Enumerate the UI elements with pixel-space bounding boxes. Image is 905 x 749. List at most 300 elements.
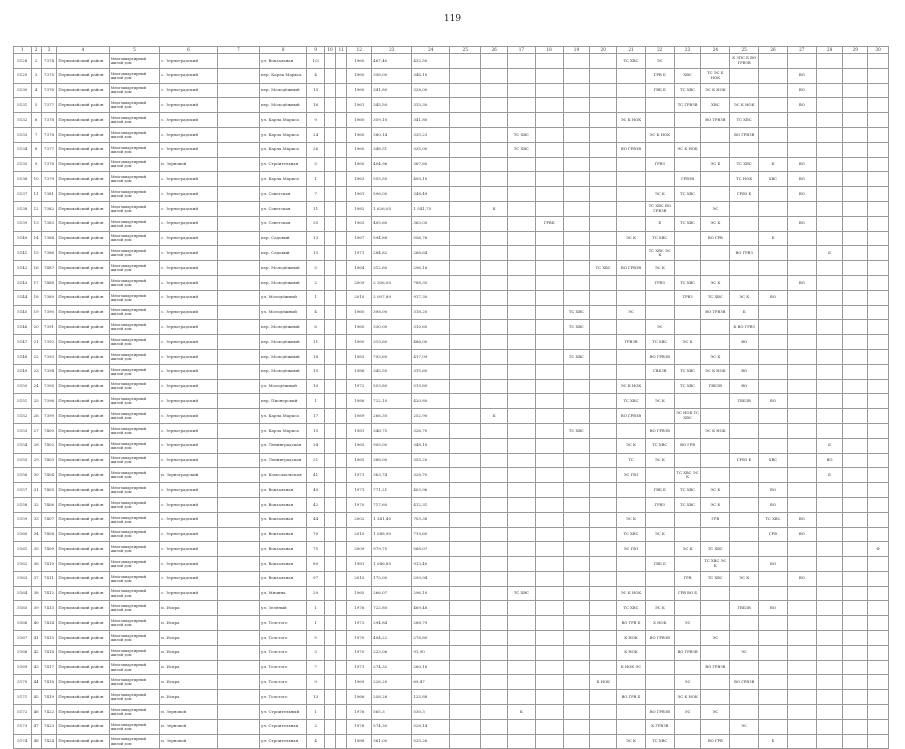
table-cell bbox=[759, 335, 788, 350]
table-cell: 2 007,80 bbox=[372, 290, 412, 305]
table-cell bbox=[535, 483, 563, 498]
table-cell: ЭС К bbox=[730, 571, 759, 586]
table-cell: Многоквартирный жилой дом bbox=[109, 290, 159, 305]
table-cell: ВО bbox=[759, 483, 788, 498]
table-cell bbox=[759, 98, 788, 113]
table-cell bbox=[336, 83, 347, 98]
table-cell bbox=[336, 157, 347, 172]
table-cell: ВО ГРВЗВ bbox=[701, 305, 730, 320]
table-row bbox=[14, 275, 889, 290]
table-cell: Первомайский район bbox=[57, 364, 110, 379]
table-cell: Многоквартирный жилой дом bbox=[109, 468, 159, 483]
table-cell: 1 341,40 bbox=[372, 512, 412, 527]
table-cell bbox=[816, 187, 843, 202]
table-cell bbox=[324, 98, 335, 113]
table-cell: 1971 bbox=[347, 483, 372, 498]
table-cell: с. Зерноградский bbox=[160, 113, 218, 128]
table-cell: ВО bbox=[787, 275, 816, 290]
table-cell bbox=[868, 172, 889, 187]
table-cell bbox=[843, 305, 868, 320]
table-cell bbox=[563, 142, 590, 157]
table-cell bbox=[481, 364, 508, 379]
table-cell bbox=[336, 349, 347, 364]
table-cell bbox=[674, 231, 701, 246]
table-cell bbox=[508, 468, 536, 483]
table-cell bbox=[217, 157, 259, 172]
table-cell: ГРВЗ bbox=[645, 157, 674, 172]
table-cell bbox=[868, 705, 889, 720]
table-cell: 13 bbox=[307, 231, 325, 246]
table-cell bbox=[674, 734, 701, 749]
table-cell bbox=[868, 409, 889, 424]
table-cell bbox=[816, 305, 843, 320]
table-cell: 345,50 bbox=[372, 98, 412, 113]
table-cell bbox=[217, 675, 259, 690]
table-cell bbox=[336, 734, 347, 749]
table-cell: Б bbox=[816, 468, 843, 483]
table-cell bbox=[843, 98, 868, 113]
table-cell: Многоквартирный жилой дом bbox=[109, 54, 159, 69]
table-cell: 4 bbox=[307, 68, 325, 83]
column-header: 25 bbox=[730, 47, 759, 54]
table-cell: ТС ХВС bbox=[645, 734, 674, 749]
table-cell: 43 bbox=[31, 660, 41, 675]
table-cell: ЭС К bbox=[645, 187, 674, 202]
table-cell bbox=[645, 142, 674, 157]
table-cell bbox=[617, 364, 646, 379]
table-cell bbox=[617, 172, 646, 187]
table-cell: Многоквартирный жилой дом bbox=[109, 113, 159, 128]
table-cell bbox=[787, 231, 816, 246]
table-cell: ВО ГРВЗВ bbox=[617, 409, 646, 424]
table-cell bbox=[324, 586, 335, 601]
table-cell bbox=[787, 54, 816, 69]
table-cell: 2 bbox=[307, 719, 325, 734]
table-cell bbox=[324, 231, 335, 246]
table-cell bbox=[535, 734, 563, 749]
table-cell: ВО ГРВЗ bbox=[730, 246, 759, 261]
table-cell: Первомайский район bbox=[57, 527, 110, 542]
table-cell bbox=[508, 68, 536, 83]
table-cell bbox=[816, 527, 843, 542]
table-cell bbox=[590, 734, 617, 749]
table-cell bbox=[816, 601, 843, 616]
table-cell: Первомайский район bbox=[57, 483, 110, 498]
table-cell bbox=[617, 349, 646, 364]
table-cell: ГРВ bbox=[759, 527, 788, 542]
table-cell: с. Зерноградский bbox=[160, 571, 218, 586]
table-cell: 125,88 bbox=[412, 690, 450, 705]
table-cell bbox=[535, 409, 563, 424]
table-cell bbox=[843, 379, 868, 394]
table-cell: 7412 bbox=[41, 586, 56, 601]
table-cell bbox=[450, 187, 481, 202]
table-cell: пер. Молодёжный bbox=[260, 349, 307, 364]
table-cell: 5130 bbox=[14, 83, 32, 98]
table-cell bbox=[759, 261, 788, 276]
table-cell bbox=[701, 527, 730, 542]
table-cell bbox=[674, 261, 701, 276]
table-cell: 24 bbox=[31, 379, 41, 394]
table-row bbox=[14, 187, 889, 202]
table-cell: 5134 bbox=[14, 142, 32, 157]
table-cell bbox=[759, 364, 788, 379]
table-cell bbox=[843, 601, 868, 616]
table-cell: 22 bbox=[31, 349, 41, 364]
table-cell: 5148 bbox=[14, 349, 32, 364]
table-cell: ВО ГРВЗВ bbox=[674, 645, 701, 660]
table-cell: 565,3 bbox=[372, 705, 412, 720]
table-cell bbox=[217, 734, 259, 749]
table-cell: 3 bbox=[307, 645, 325, 660]
table-cell: Многоквартирный жилой дом bbox=[109, 512, 159, 527]
table-cell: 335,00 bbox=[412, 142, 450, 157]
table-cell bbox=[217, 438, 259, 453]
table-cell: ЭС ГВЗ bbox=[617, 542, 646, 557]
table-cell bbox=[563, 98, 590, 113]
table-cell: ТС ХВС bbox=[674, 187, 701, 202]
table-row bbox=[14, 335, 889, 350]
table-cell: 35 bbox=[307, 216, 325, 231]
table-cell: 294,84 bbox=[372, 616, 412, 631]
table-cell: 556,76 bbox=[412, 231, 450, 246]
table-row bbox=[14, 453, 889, 468]
table-cell bbox=[617, 98, 646, 113]
table-cell bbox=[868, 187, 889, 202]
table-cell: 34 bbox=[307, 438, 325, 453]
table-cell bbox=[730, 734, 759, 749]
table-cell bbox=[868, 379, 889, 394]
table-cell: 21 bbox=[307, 453, 325, 468]
table-cell: ул. Молодёжный bbox=[260, 379, 307, 394]
table-cell bbox=[787, 142, 816, 157]
table-cell bbox=[674, 320, 701, 335]
table-cell: 5166 bbox=[14, 616, 32, 631]
table-cell bbox=[759, 438, 788, 453]
table-cell: 1981 bbox=[347, 423, 372, 438]
table-cell bbox=[481, 172, 508, 187]
table-cell: 315,60 bbox=[412, 364, 450, 379]
table-cell bbox=[759, 349, 788, 364]
table-cell bbox=[481, 305, 508, 320]
table-cell bbox=[450, 719, 481, 734]
table-cell bbox=[787, 660, 816, 675]
table-cell: ВО ГРВЗВ bbox=[617, 142, 646, 157]
table-cell: 32 bbox=[31, 497, 41, 512]
table-cell bbox=[617, 423, 646, 438]
table-row bbox=[14, 320, 889, 335]
table-cell: ТС ХВС ЭС К bbox=[674, 468, 701, 483]
table-row bbox=[14, 246, 889, 261]
table-cell: Первомайский район bbox=[57, 631, 110, 646]
table-cell: 15 bbox=[307, 423, 325, 438]
table-cell bbox=[868, 68, 889, 83]
table-cell bbox=[481, 246, 508, 261]
table-cell: 2 bbox=[307, 275, 325, 290]
table-cell: 24 bbox=[307, 127, 325, 142]
table-cell: 12 bbox=[31, 201, 41, 216]
table-cell bbox=[324, 527, 335, 542]
table-cell: 341,80 bbox=[412, 113, 450, 128]
table-cell: 7389 bbox=[41, 290, 56, 305]
table-cell bbox=[508, 497, 536, 512]
table-cell: 15 bbox=[31, 246, 41, 261]
table-cell bbox=[674, 54, 701, 69]
table-cell bbox=[868, 453, 889, 468]
table-cell: 36 bbox=[31, 557, 41, 572]
table-cell bbox=[617, 187, 646, 202]
table-cell bbox=[816, 557, 843, 572]
table-cell bbox=[563, 497, 590, 512]
table-cell bbox=[324, 157, 335, 172]
table-cell: 1961 bbox=[347, 98, 372, 113]
table-cell bbox=[590, 275, 617, 290]
table-cell bbox=[535, 305, 563, 320]
table-cell bbox=[730, 349, 759, 364]
table-cell bbox=[481, 660, 508, 675]
column-header: 12 bbox=[347, 47, 372, 54]
table-cell bbox=[450, 468, 481, 483]
table-cell bbox=[450, 216, 481, 231]
table-cell bbox=[617, 127, 646, 142]
table-cell bbox=[481, 142, 508, 157]
table-cell: с. Зерноградский bbox=[160, 187, 218, 202]
table-cell bbox=[450, 364, 481, 379]
table-cell bbox=[535, 83, 563, 98]
table-cell: 7403 bbox=[41, 453, 56, 468]
table-cell: Первомайский район bbox=[57, 275, 110, 290]
table-cell: ЭС К bbox=[645, 453, 674, 468]
table-cell bbox=[481, 690, 508, 705]
table-cell: 288,79 bbox=[412, 616, 450, 631]
table-cell: 1967 bbox=[347, 231, 372, 246]
table-cell: 7377 bbox=[41, 142, 56, 157]
table-cell bbox=[730, 201, 759, 216]
table-cell bbox=[324, 734, 335, 749]
table-cell: п. Искра bbox=[160, 660, 218, 675]
table-cell bbox=[868, 690, 889, 705]
table-cell bbox=[816, 542, 843, 557]
table-cell bbox=[590, 364, 617, 379]
table-cell bbox=[868, 719, 889, 734]
table-cell bbox=[590, 290, 617, 305]
table-cell bbox=[590, 468, 617, 483]
table-cell bbox=[508, 394, 536, 409]
table-cell bbox=[759, 216, 788, 231]
table-cell bbox=[843, 512, 868, 527]
table-cell bbox=[843, 483, 868, 498]
column-header: 10 bbox=[324, 47, 335, 54]
table-cell: с. Зерноградский bbox=[160, 379, 218, 394]
table-cell bbox=[787, 705, 816, 720]
table-cell bbox=[701, 187, 730, 202]
table-cell bbox=[843, 127, 868, 142]
table-cell bbox=[843, 68, 868, 83]
table-cell bbox=[481, 483, 508, 498]
table-cell bbox=[217, 290, 259, 305]
table-cell bbox=[217, 172, 259, 187]
column-header: 3 bbox=[41, 47, 56, 54]
table-cell bbox=[336, 305, 347, 320]
table-cell: ТС ХВС bbox=[674, 216, 701, 231]
table-cell: ВО bbox=[787, 98, 816, 113]
table-cell bbox=[787, 453, 816, 468]
table-cell bbox=[816, 364, 843, 379]
table-cell bbox=[645, 409, 674, 424]
table-cell: Первомайский район bbox=[57, 719, 110, 734]
table-cell: К ВО ГРВЗ bbox=[730, 320, 759, 335]
table-cell: Многоквартирный жилой дом bbox=[109, 246, 159, 261]
table-cell bbox=[324, 320, 335, 335]
table-cell: 4 bbox=[307, 305, 325, 320]
table-cell: 17 bbox=[307, 409, 325, 424]
table-cell bbox=[674, 512, 701, 527]
table-cell bbox=[843, 335, 868, 350]
table-cell bbox=[450, 660, 481, 675]
table-cell: 7487 bbox=[41, 261, 56, 276]
table-cell: 9 bbox=[31, 157, 41, 172]
table-cell bbox=[590, 349, 617, 364]
table-cell bbox=[450, 601, 481, 616]
table-cell bbox=[217, 571, 259, 586]
table-cell bbox=[535, 660, 563, 675]
table-cell bbox=[868, 497, 889, 512]
table-cell: 722,80 bbox=[372, 601, 412, 616]
table-cell bbox=[816, 320, 843, 335]
table-cell: с. Зерноградский bbox=[160, 246, 218, 261]
table-cell bbox=[787, 675, 816, 690]
table-cell bbox=[816, 586, 843, 601]
table-cell bbox=[324, 379, 335, 394]
table-cell: 5135 bbox=[14, 157, 32, 172]
table-cell bbox=[816, 616, 843, 631]
table-cell bbox=[701, 261, 730, 276]
table-cell bbox=[868, 601, 889, 616]
table-cell: ул. Толстого bbox=[260, 631, 307, 646]
table-cell: ЭС bbox=[645, 320, 674, 335]
table-cell: 5164 bbox=[14, 586, 32, 601]
table-cell bbox=[481, 601, 508, 616]
table-cell bbox=[590, 172, 617, 187]
table-cell bbox=[508, 571, 536, 586]
table-cell: 1965 bbox=[347, 453, 372, 468]
table-cell: ул. Вокзальная bbox=[260, 483, 307, 498]
table-cell: 359,10 bbox=[372, 113, 412, 128]
table-cell: 7394 bbox=[41, 364, 56, 379]
table-row bbox=[14, 127, 889, 142]
table-cell: 48 bbox=[31, 734, 41, 749]
table-cell bbox=[590, 527, 617, 542]
table-cell bbox=[787, 127, 816, 142]
table-cell bbox=[674, 127, 701, 142]
table-cell bbox=[787, 349, 816, 364]
table-cell: 594,88 bbox=[372, 231, 412, 246]
table-cell: ул. Мичина bbox=[260, 586, 307, 601]
table-cell bbox=[674, 453, 701, 468]
table-cell bbox=[590, 335, 617, 350]
table-cell: ГРВЗВ bbox=[617, 335, 646, 350]
table-cell: 7407 bbox=[41, 512, 56, 527]
table-cell bbox=[843, 571, 868, 586]
table-cell: 26 bbox=[307, 142, 325, 157]
table-cell: 7423 bbox=[41, 719, 56, 734]
table-cell bbox=[868, 423, 889, 438]
table-cell: с. Зерноградский bbox=[160, 54, 218, 69]
table-cell: ул. Ленинградская bbox=[260, 453, 307, 468]
table-row bbox=[14, 438, 889, 453]
table-cell bbox=[535, 349, 563, 364]
table-cell: п. Искра bbox=[160, 631, 218, 646]
table-cell: Первомайский район bbox=[57, 734, 110, 749]
table-cell: 266,07 bbox=[372, 586, 412, 601]
table-cell bbox=[324, 172, 335, 187]
table-cell bbox=[336, 586, 347, 601]
table-row bbox=[14, 157, 889, 172]
table-cell bbox=[617, 157, 646, 172]
table-cell bbox=[563, 172, 590, 187]
table-cell bbox=[759, 54, 788, 69]
table-row bbox=[14, 586, 889, 601]
table-cell bbox=[759, 379, 788, 394]
table-cell bbox=[868, 231, 889, 246]
table-cell bbox=[816, 645, 843, 660]
table-cell: пер. Молодёжный bbox=[260, 320, 307, 335]
table-cell: ул. Вокзальная bbox=[260, 512, 307, 527]
table-cell bbox=[336, 719, 347, 734]
table-cell: п. Зерновой bbox=[160, 157, 218, 172]
page-number: 119 bbox=[443, 14, 462, 24]
table-cell: Многоквартирный жилой дом bbox=[109, 68, 159, 83]
table-cell bbox=[816, 261, 843, 276]
table-cell: ВО bbox=[759, 601, 788, 616]
table-cell: 363,05 bbox=[412, 216, 450, 231]
table-cell bbox=[816, 172, 843, 187]
table-cell bbox=[450, 586, 481, 601]
table-cell: 7402 bbox=[41, 438, 56, 453]
table-cell bbox=[217, 187, 259, 202]
table-cell: 1981 bbox=[347, 557, 372, 572]
table-cell bbox=[816, 409, 843, 424]
table-cell bbox=[450, 734, 481, 749]
table-cell: 15 bbox=[307, 364, 325, 379]
table-cell bbox=[336, 705, 347, 720]
table-cell bbox=[508, 54, 536, 69]
table-cell: ВО ГРВ Б bbox=[617, 690, 646, 705]
data-table bbox=[13, 46, 889, 749]
table-cell: 5157 bbox=[14, 483, 32, 498]
table-cell: пер. Молодёжный bbox=[260, 275, 307, 290]
table-cell bbox=[324, 246, 335, 261]
table-cell bbox=[481, 734, 508, 749]
table-cell: ЭС К bbox=[701, 497, 730, 512]
table-cell: 345,50 bbox=[372, 364, 412, 379]
table-cell bbox=[563, 335, 590, 350]
table-cell: Многоквартирный жилой дом bbox=[109, 261, 159, 276]
table-cell bbox=[535, 98, 563, 113]
table-cell bbox=[535, 631, 563, 646]
column-header: 21 bbox=[617, 47, 646, 54]
table-cell bbox=[508, 542, 536, 557]
table-cell: ТС ХВС bbox=[508, 586, 536, 601]
table-cell: 412,31 bbox=[412, 497, 450, 512]
table-cell: ВО bbox=[759, 290, 788, 305]
table-cell bbox=[336, 231, 347, 246]
table-cell bbox=[450, 246, 481, 261]
table-cell bbox=[336, 290, 347, 305]
table-cell: 5152 bbox=[14, 409, 32, 424]
table-cell: 1986 bbox=[347, 394, 372, 409]
table-cell: с. Зерноградский bbox=[160, 216, 218, 231]
